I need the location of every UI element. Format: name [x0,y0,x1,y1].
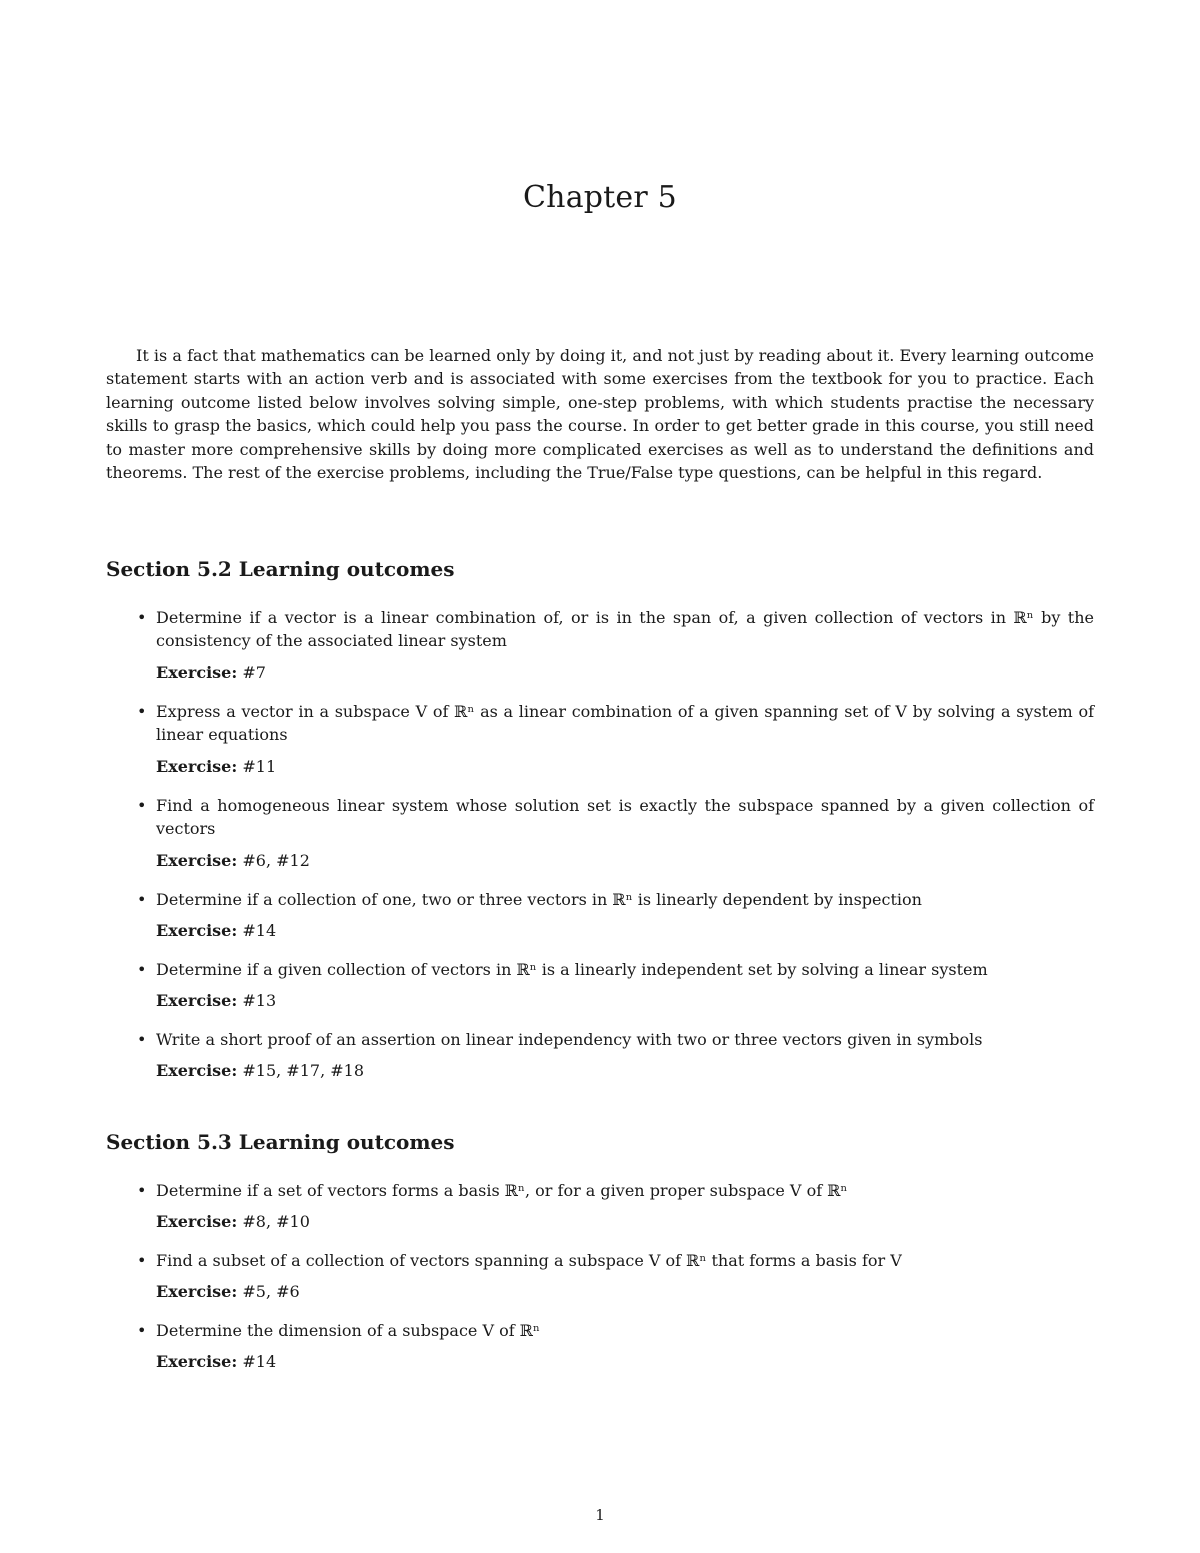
bullet-icon: • [137,890,147,909]
exercise-line [156,661,1094,684]
outcome-text: Determine if a given collection of vectors in ℝⁿ is a linearly independent set by solving a linear system [156,960,988,979]
exercise-label: Exercise: [156,850,238,870]
exercise-line [156,849,1094,872]
page-number: 1 [595,1506,605,1524]
outcome-text: Find a homogeneous linear system whose solution set is exactly the subspace spanned by a given collection of vectors [156,796,1094,839]
outcome-item [106,606,1094,700]
outcome-text: Determine if a set of vectors forms a basis ℝⁿ, or for a given proper subspace V of ℝⁿ [156,1181,848,1200]
intro-paragraph: It is a fact that mathematics can be learned only by doing it, and not just by reading about it. Every learning outcome statement starts with an action verb and is associated with some exercises from the textbook for you to practice. Each learning outcome listed below involves solving simple, one-step problems, with which students practise the necessary skills to grasp the basics, which could help you pass the course. In order to get better grade in this course, you still need to master more comprehensive skills by doing more complicated exercises as well as to understand the definitions and theorems. The rest of the exercise problems, including the True/False type questions, can be helpful in this regard. [106,346,1094,483]
exercise-line [156,755,1094,778]
exercise-line [156,919,1094,942]
outcome-text: Determine the dimension of a subspace V of ℝⁿ [156,1321,540,1340]
outcome-list-5-2 [106,606,1094,1098]
outcome-text: Express a vector in a subspace V of ℝⁿ as a linear combination of a given spanning set of V by solving a system of linear equations [156,702,1094,745]
exercise-label: Exercise: [156,1061,238,1081]
outcome-item [106,1249,1094,1319]
outcome-item [106,958,1094,1028]
exercise-label: Exercise: [156,1212,238,1232]
exercise-line [156,1280,1094,1303]
exercise-numbers: #6, #12 [242,850,310,870]
exercise-numbers: #13 [242,991,277,1011]
outcome-text: Find a subset of a collection of vectors spanning a subspace V of ℝⁿ that forms a basis for V [156,1251,902,1270]
outcome-item [106,700,1094,794]
exercise-label: Exercise: [156,662,238,682]
exercise-line [156,989,1094,1012]
outcome-text: Determine if a vector is a linear combination of, or is in the span of, a given collection of vectors in ℝⁿ by the consistency of the associated linear system [156,608,1094,651]
exercise-label: Exercise: [156,1352,238,1372]
outcome-item [106,1179,1094,1249]
outcome-text: Determine if a collection of one, two or three vectors in ℝⁿ is linearly dependent by inspection [156,890,922,909]
bullet-icon: • [137,608,147,627]
bullet-icon: • [137,960,147,979]
outcome-text: Write a short proof of an assertion on linear independency with two or three vectors given in symbols [156,1030,983,1049]
outcome-item [106,1028,1094,1098]
exercise-label: Exercise: [156,756,238,776]
bullet-icon: • [137,1251,147,1270]
bullet-icon: • [137,1321,147,1340]
section-heading-5-3: Section 5.3 Learning outcomes [106,1130,455,1154]
exercise-numbers: #8, #10 [242,1212,310,1232]
exercise-numbers: #5, #6 [242,1282,300,1302]
bullet-icon: • [137,796,147,815]
outcome-item [106,1319,1094,1389]
exercise-numbers: #7 [242,662,266,682]
exercise-numbers: #14 [242,921,277,941]
exercise-label: Exercise: [156,991,238,1011]
chapter-title: Chapter 5 [523,180,677,216]
outcome-list-5-3 [106,1179,1094,1389]
bullet-icon: • [137,702,147,721]
outcome-item [106,888,1094,958]
exercise-numbers: #15, #17, #18 [242,1061,364,1081]
exercise-numbers: #11 [242,756,277,776]
exercise-label: Exercise: [156,1282,238,1302]
exercise-label: Exercise: [156,921,238,941]
exercise-line [156,1210,1094,1233]
exercise-line [156,1350,1094,1373]
bullet-icon: • [137,1030,147,1049]
outcome-item [106,794,1094,888]
exercise-numbers: #14 [242,1352,277,1372]
exercise-line [156,1059,1094,1082]
section-heading-5-2: Section 5.2 Learning outcomes [106,557,455,581]
bullet-icon: • [137,1181,147,1200]
